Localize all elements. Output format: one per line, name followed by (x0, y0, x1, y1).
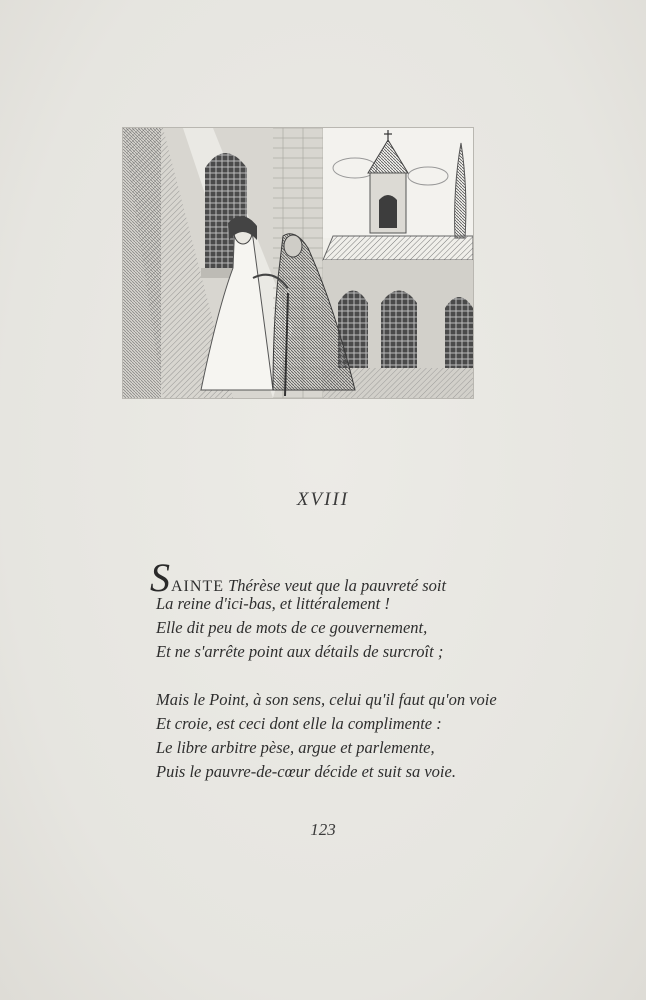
poem-line: La reine d'ici-bas, et littéralement ! (156, 594, 390, 613)
poem-line: Elle dit peu de mots de ce gouvernement, (156, 618, 428, 637)
stanza-2 (156, 688, 556, 784)
poem-line: Mais le Point, à son sens, celui qu'il faut qu'on voie (156, 690, 497, 709)
poem-line: Puis le pauvre-de-cœur décide et suit sa voie. (156, 762, 456, 781)
poem-line: Et ne s'arrête point aux détails de surcroît ; (156, 642, 444, 661)
poem-line: Le libre arbitre pèse, argue et parlemente, (156, 738, 435, 757)
drop-cap: S (150, 555, 170, 600)
stanza-1 (150, 555, 556, 664)
chapter-number: XVIII (296, 489, 350, 510)
page-number: 123 (310, 820, 336, 839)
line-text: Thérèse veut que la pauvreté soit (223, 576, 447, 595)
engraving-drawing (123, 128, 473, 398)
poem-line: Et croie, est ceci dont elle la complimente : (156, 714, 442, 733)
engraving-illustration (122, 127, 474, 399)
poem (150, 555, 556, 808)
opening-word: AINTE (171, 578, 224, 595)
poem-line (150, 555, 556, 600)
